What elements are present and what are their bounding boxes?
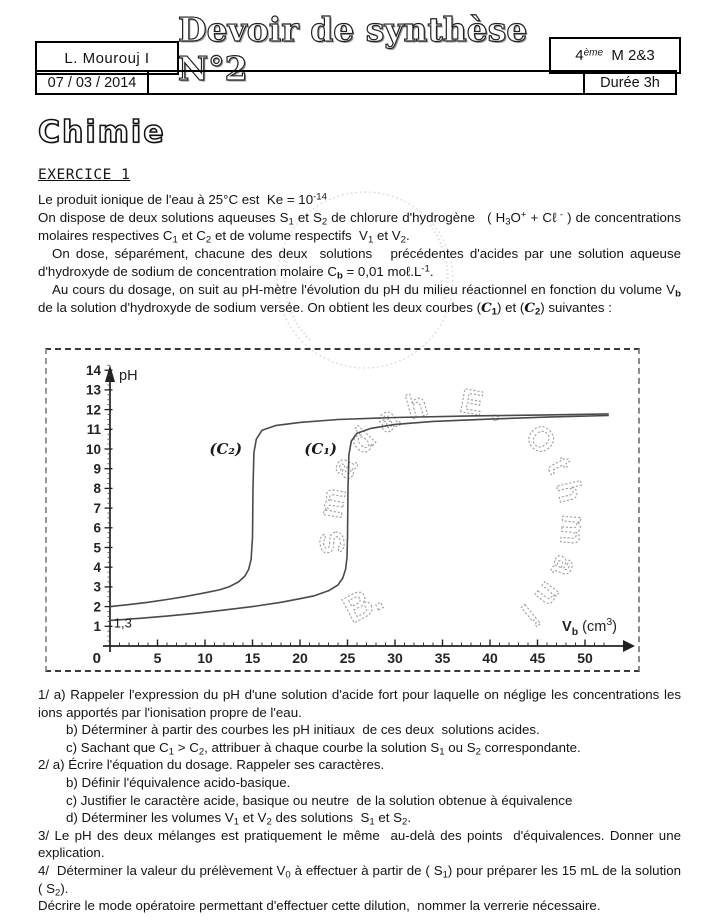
class-label: 4ème M 2&3 xyxy=(575,47,655,64)
svg-text:30: 30 xyxy=(387,650,403,666)
header-spacer xyxy=(149,72,583,93)
date-cell: 07 / 03 / 2014 xyxy=(37,72,149,93)
question-line: 3/ Le pH des deux mélanges est pratiquement le même au-delà des points d'équivalences. Donner une explication. xyxy=(38,827,681,861)
svg-text:15: 15 xyxy=(244,650,261,666)
svg-text:6: 6 xyxy=(93,520,101,536)
svg-text:25: 25 xyxy=(339,650,356,666)
svg-text:B.: B. xyxy=(336,577,390,632)
intro-paragraphs xyxy=(38,191,681,318)
svg-text:pH: pH xyxy=(119,368,138,384)
svg-text:Smadah E. Othmani: Smadah E. Othmani xyxy=(311,381,593,635)
svg-text:0: 0 xyxy=(92,650,101,667)
svg-text:20: 20 xyxy=(292,650,308,666)
svg-text:12: 12 xyxy=(85,402,101,418)
svg-text:50: 50 xyxy=(577,650,593,666)
exercise-title: EXERCICE 1 xyxy=(38,167,131,183)
intro-line: Au cours du dosage, on suit au pH-mètre l'évolution du pH du milieu réactionnel en fonction du volume $V_b$ de la solution d'hydroxyde de sodium versée. On obtient les deux courbes $(C_1)$ et $(C_2)$ suivantes : xyxy=(38,282,681,318)
svg-text:4: 4 xyxy=(93,560,101,575)
class-box xyxy=(549,37,681,74)
chart-annotation: (C₂) xyxy=(209,439,243,458)
question-line: 1/ a) Rappeler l'expression du pH d'une solution d'acide fort pour laquelle on néglige les concentrations les ions apportés par l'ionisation propre de l'eau. xyxy=(38,687,681,720)
intro-line: On dispose de deux solutions aqueuses $S_1$ et $S_2$ de chlorure d'hydrogène ( $H_3O^+$ + Cℓ - ) de concentrations molaires respectives $C_1$ et $C_2$ et de volume respectifs $V_1$ et $V_2$. xyxy=(38,209,681,246)
questions-block xyxy=(38,686,681,915)
svg-text:10: 10 xyxy=(197,650,213,666)
question-line: 2/ a) Écrire l'équation du dosage. Rappeler ses caractères. xyxy=(38,757,385,773)
svg-text:2: 2 xyxy=(93,599,101,615)
question-line: Décrire le mode opératoire permettant d'effectuer cette dilution, nommer la verrerie nécessaire. xyxy=(38,898,601,914)
svg-text:40: 40 xyxy=(482,650,498,666)
svg-text:7: 7 xyxy=(93,500,101,516)
svg-text:45: 45 xyxy=(529,650,546,666)
svg-text:3: 3 xyxy=(93,579,101,595)
question-line: b) Définir l'équivalence acido-basique. xyxy=(66,774,291,790)
intro-line: On dose, séparément, chacune des deux solutions précédentes d'acides par une solution aqueuse d'hydroxyde de sodium de concentration molaire $C_b = 0,01$ $mo\ell.L^{-1}$. xyxy=(38,246,681,282)
chart-annotation: (C₁) xyxy=(304,439,337,458)
section-title: Chimie xyxy=(38,115,166,150)
teacher-name: L. Mourouj I xyxy=(64,49,150,67)
question-line: d) Déterminer les volumes $V_1$ et $V_2$ des solutions $S_1$ et $S_2$. xyxy=(66,810,412,828)
question-line: c) Sachant que $C_1 > C_2$, attribuer à chaque courbe la solution $S_1$ ou $S_2$ correspondante. xyxy=(66,739,581,758)
header-row xyxy=(35,70,677,95)
question-line: 4/ Déterminer la valeur du prélèvement $V_0$ à effectuer à partir de ( $S_1$) pour préparer les 15 mL de la solution ( $S_2$). xyxy=(38,862,682,899)
svg-text:5: 5 xyxy=(153,650,162,666)
svg-text:14: 14 xyxy=(85,363,101,378)
svg-text:11: 11 xyxy=(86,422,101,438)
duration-cell: Durée 3h xyxy=(583,72,675,93)
svg-text:35: 35 xyxy=(434,650,451,666)
svg-text:1: 1 xyxy=(93,619,101,635)
svg-text:5: 5 xyxy=(93,540,101,556)
page-title: Devoir de synthèse N°2 xyxy=(178,10,528,88)
question-line: b) Déterminer à partir des courbes les pH initiaux de ces deux solutions acides. xyxy=(66,722,540,738)
svg-text:Vb (cm3): $V_b$ $(cm^3)$ xyxy=(562,616,617,638)
titration-figure xyxy=(45,348,640,672)
svg-text:8: 8 xyxy=(93,481,101,497)
question-line: c) Justifier le caractère acide, basique ou neutre de la solution obtenue à équivalence xyxy=(66,792,573,808)
chart-annotation: 1,3 xyxy=(113,615,132,631)
svg-text:13: 13 xyxy=(85,382,101,398)
titration-chart xyxy=(47,350,638,670)
intro-line: Le produit ionique de l'eau à 25°C est $Ke = 10^{-14}$ xyxy=(38,191,327,207)
svg-text:10: 10 xyxy=(85,441,101,457)
svg-text:9: 9 xyxy=(93,461,101,477)
